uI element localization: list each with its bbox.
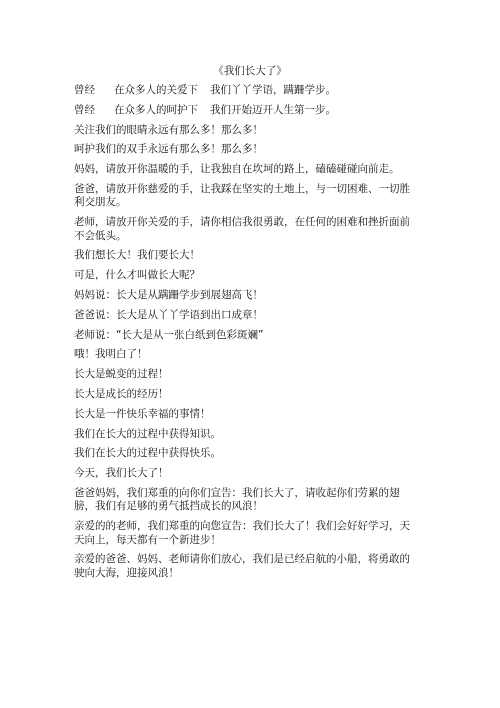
- paragraph-6: 我们想长大！我们要长大！: [74, 249, 200, 262]
- verse-line-2-b: 在众多人的呵护下: [114, 103, 198, 116]
- verse-line-1: [74, 84, 412, 97]
- paragraph-4: 爸爸，请放开你慈爱的手，让我踩在坚实的土地上，与一切困难、一切胜利交朋友。: [74, 182, 410, 209]
- paragraph-17: 今天，我们长大了！: [74, 467, 169, 480]
- paragraph-10: 老师说：“长大是从一张白纸到色彩斑斓”: [74, 328, 264, 341]
- verse-line-1-c: 我们丫丫学语，蹒跚学步。: [210, 84, 336, 96]
- document-title: 《我们长大了》: [213, 65, 287, 77]
- document-body: [74, 84, 412, 587]
- paragraph-3: 妈妈，请放开你温暖的手，让我独自在坎坷的路上，磕磕碰碰向前走。: [74, 163, 400, 176]
- paragraph-18: 爸爸妈妈，我们郑重的向你们宣告：我们长大了，请收起你们劳累的翅膀，我们有足够的勇气抵挡成长的风浪！: [74, 486, 400, 513]
- verse-line-2: [74, 104, 412, 117]
- paragraph-2: 呵护我们的双手永远有那么多！那么多！: [74, 143, 263, 156]
- paragraph-11: 哦！我明白了！: [74, 348, 148, 361]
- paragraph-16: 我们在长大的过程中获得快乐。: [74, 447, 221, 460]
- paragraph-7: 可是，什么才叫做长大呢？: [74, 269, 200, 282]
- verse-line-1-a: 曾经: [74, 84, 95, 96]
- paragraph-20: 亲爱的爸爸、妈妈、老师请你们放心，我们是已经启航的小船，将勇敢的驶向大海，迎接风浪！: [74, 553, 410, 579]
- paragraph-8: 妈妈说：长大是从蹒跚学步到展翅高飞！: [74, 288, 263, 301]
- verse-line-2-a: 曾经: [74, 103, 95, 116]
- paragraph-14: 长大是一件快乐幸福的事情！: [74, 407, 211, 420]
- paragraph-19: 亲爱的的老师，我们郑重的向您宣告：我们长大了！我们会好好学习，天天向上，每天都有一个新进步！: [74, 520, 410, 546]
- verse-line-2-c: 我们开始迈开人生第一步。: [210, 103, 336, 116]
- paragraph-15: 我们在长大的过程中获得知识。: [74, 427, 221, 440]
- verse-line-1-b: 在众多人的关爱下: [114, 84, 198, 96]
- paragraph-1: 关注我们的眼睛永远有那么多！那么多！: [74, 123, 263, 136]
- paragraph-13: 长大是成长的经历！: [74, 387, 169, 400]
- paragraph-9: 爸爸说：长大是从丫丫学语到出口成章！: [74, 308, 263, 321]
- paragraph-12: 长大是蜕变的过程！: [74, 368, 169, 381]
- paragraph-5: 老师，请放开你关爱的手，请你相信我很勇敢，在任何的困难和挫折面前不会低头。: [74, 216, 410, 242]
